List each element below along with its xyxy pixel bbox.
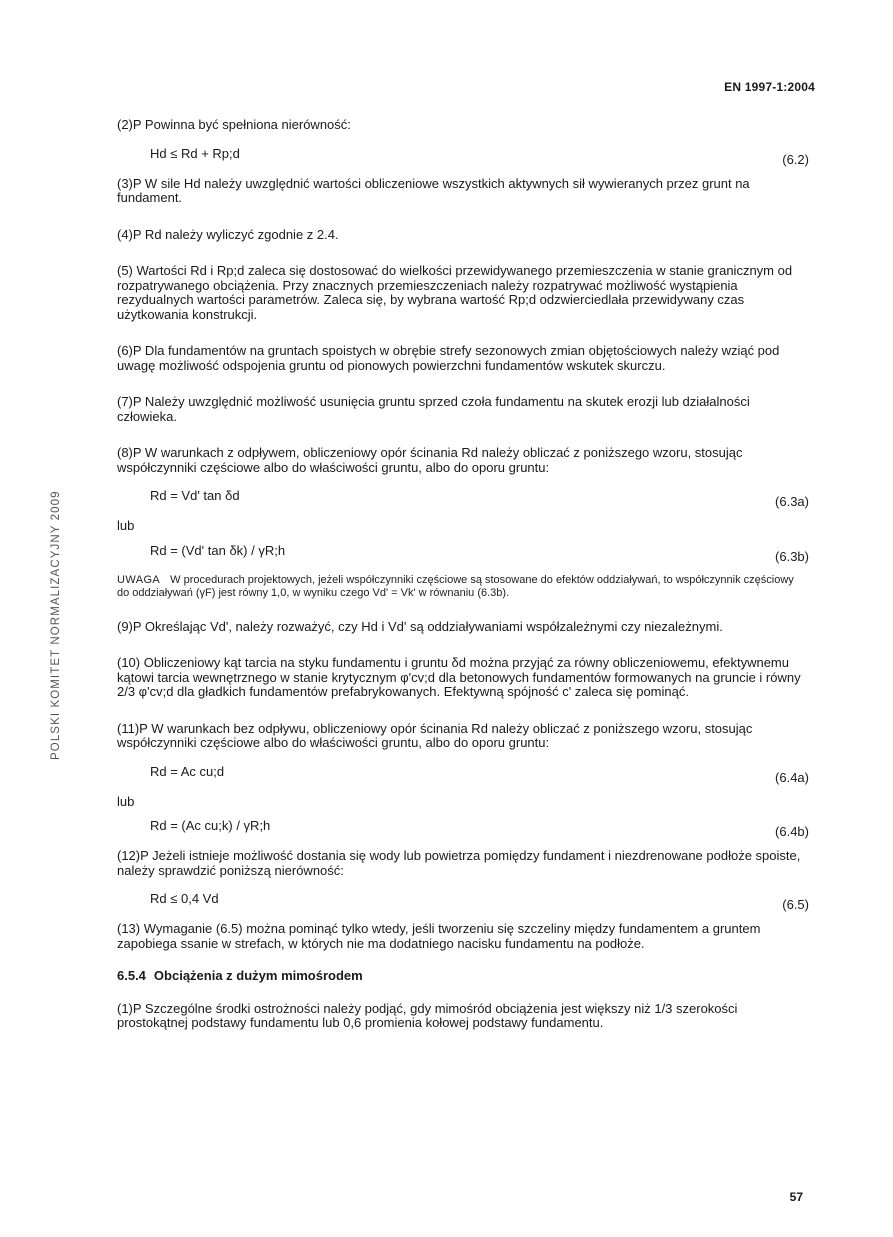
formula-expression: Rd = Ac cu;d: [150, 763, 225, 779]
document-id-header: EN 1997-1:2004: [724, 80, 815, 94]
formula-expression: Rd ≤ 0,4 Vd: [150, 891, 219, 906]
formula-expression: Rd = (Ac cu;k) / γR;h: [150, 818, 271, 833]
paragraph-6: (6)P Dla fundamentów na gruntach spoistych w obrębie strefy sezonowych zmian objętościowych należy wziąć pod uwagę możliwość odspojenia gruntu od pionowych powierzchni fundamentów wskutek skurczu.: [117, 343, 780, 373]
formula-6-3a: [117, 489, 809, 509]
formula-expression: Hd ≤ Rd + Rp;d: [150, 145, 240, 161]
note-label: UWAGA: [117, 573, 161, 586]
paragraph-10: (10) Obliczeniowy kąt tarcia na styku fundamentu i gruntu δd można przyjąć za równy obliczeniowemu, efektywnemu kątowi tarcia wewnętrznego w stanie krytycznym φ'cv;d dla betonowych fundamentów formowanych na gruncie i równy 2/3 φ'cv;d dla gładkich fundamentów prefabrykowanych. Efektywną spójność c' zaleca się pominąć.: [117, 655, 801, 699]
paragraph-9: (9)P Określając Vd', należy rozważyć, czy Hd i Vd' są oddziaływaniami współzależnymi czy niezależnymi.: [117, 618, 723, 634]
formula-number: (6.2): [782, 151, 809, 167]
note-text: W procedurach projektowych, jeżeli współczynniki częściowe są stosowane do efektów oddziaływań, to współczynnik częściowy do oddziaływań (γF) jest równy 1,0, w wyniku czego Vd' = Vk' w równaniu (6.3b).: [117, 573, 794, 599]
paragraph-7: (7)P Należy uwzględnić możliwość usunięcia gruntu sprzed czoła fundamentu na skutek erozji lub działalności człowieka.: [117, 394, 750, 424]
paragraph-2: (2)P Powinna być spełniona nierówność:: [117, 117, 351, 132]
section-title: Obciążenia z dużym mimośrodem: [153, 968, 363, 983]
formula-number: (6.3b): [775, 548, 809, 564]
paragraph-8: (8)P W warunkach z odpływem, obliczeniowy opór ścinania Rd należy obliczać z poniższego wzoru, stosując współczynniki częściowe albo do właściwości gruntu, albo do oporu gruntu:: [117, 445, 743, 475]
paragraph-3: (3)P W sile Hd należy uwzględnić wartości obliczeniowe wszystkich aktywnych sił wywieranych przez grunt na fundament.: [117, 175, 750, 205]
paragraph-11: (11)P W warunkach bez odpływu, obliczeniowy opór ścinania Rd należy obliczać z poniższego wzoru, stosując współczynniki częściowe albo do właściwości gruntu, albo do oporu gruntu:: [117, 720, 753, 750]
formula-6-3b: [117, 544, 809, 564]
page-number: 57: [789, 1190, 803, 1204]
formula-6-2: [117, 147, 809, 167]
side-watermark: POLSKI KOMITET NORMALIZACYJNY 2009: [50, 490, 62, 760]
section-number: 6.5.4: [117, 968, 146, 983]
section-heading: [117, 969, 809, 984]
page-content: [117, 118, 809, 1053]
formula-expression: Rd = (Vd' tan δk) / γR;h: [150, 542, 286, 558]
formula-number: (6.4b): [775, 824, 809, 839]
formula-number: (6.5): [782, 897, 809, 912]
paragraph-13: (13) Wymaganie (6.5) można pominąć tylko wtedy, jeśli tworzeniu się szczeliny między fundamentem a gruntem zapobiega ssanie w strefach, w których nie ma dodatniego nacisku fundamentu na podłoże.: [117, 921, 761, 951]
paragraph-12: (12)P Jeżeli istnieje możliwość dostania się wody lub powietrza pomiędzy fundament i niezdrenowane podłoże spoiste, należy sprawdzić poniższą nierówność:: [117, 848, 801, 878]
paragraph-5: (5) Wartości Rd i Rp;d zaleca się dostosować do wielkości przewidywanego przemieszczenia w stanie granicznym od rozpatrywanego obciążenia. Przy znacznych przemieszczeniach należy rozpatrywać możliwość wystąpienia rezydualnych wartości parametrów. Zaleca się, by wybrana wartość Rp;d odzwierciedlała przewidywany czas użytkowania konstrukcji.: [117, 263, 793, 322]
paragraph-654-1: (1)P Szczególne środki ostrożności należy podjąć, gdy mimośród obciążenia jest większy niż 1/3 szerokości prostokątnej podstawy fundamentu lub 0,6 promienia kołowej podstawy fundamentu.: [117, 1000, 738, 1030]
note-block: [117, 574, 809, 600]
paragraph-4: (4)P Rd należy wyliczyć zgodnie z 2.4.: [117, 226, 339, 242]
connector-lub: lub: [117, 518, 135, 533]
formula-expression: Rd = Vd' tan δd: [150, 488, 240, 503]
formula-6-4a: [117, 765, 809, 785]
formula-number: (6.4a): [775, 769, 809, 785]
formula-6-5: [117, 892, 809, 912]
formula-6-4b: [117, 819, 809, 839]
connector-lub: lub: [117, 793, 135, 809]
formula-number: (6.3a): [775, 494, 809, 509]
